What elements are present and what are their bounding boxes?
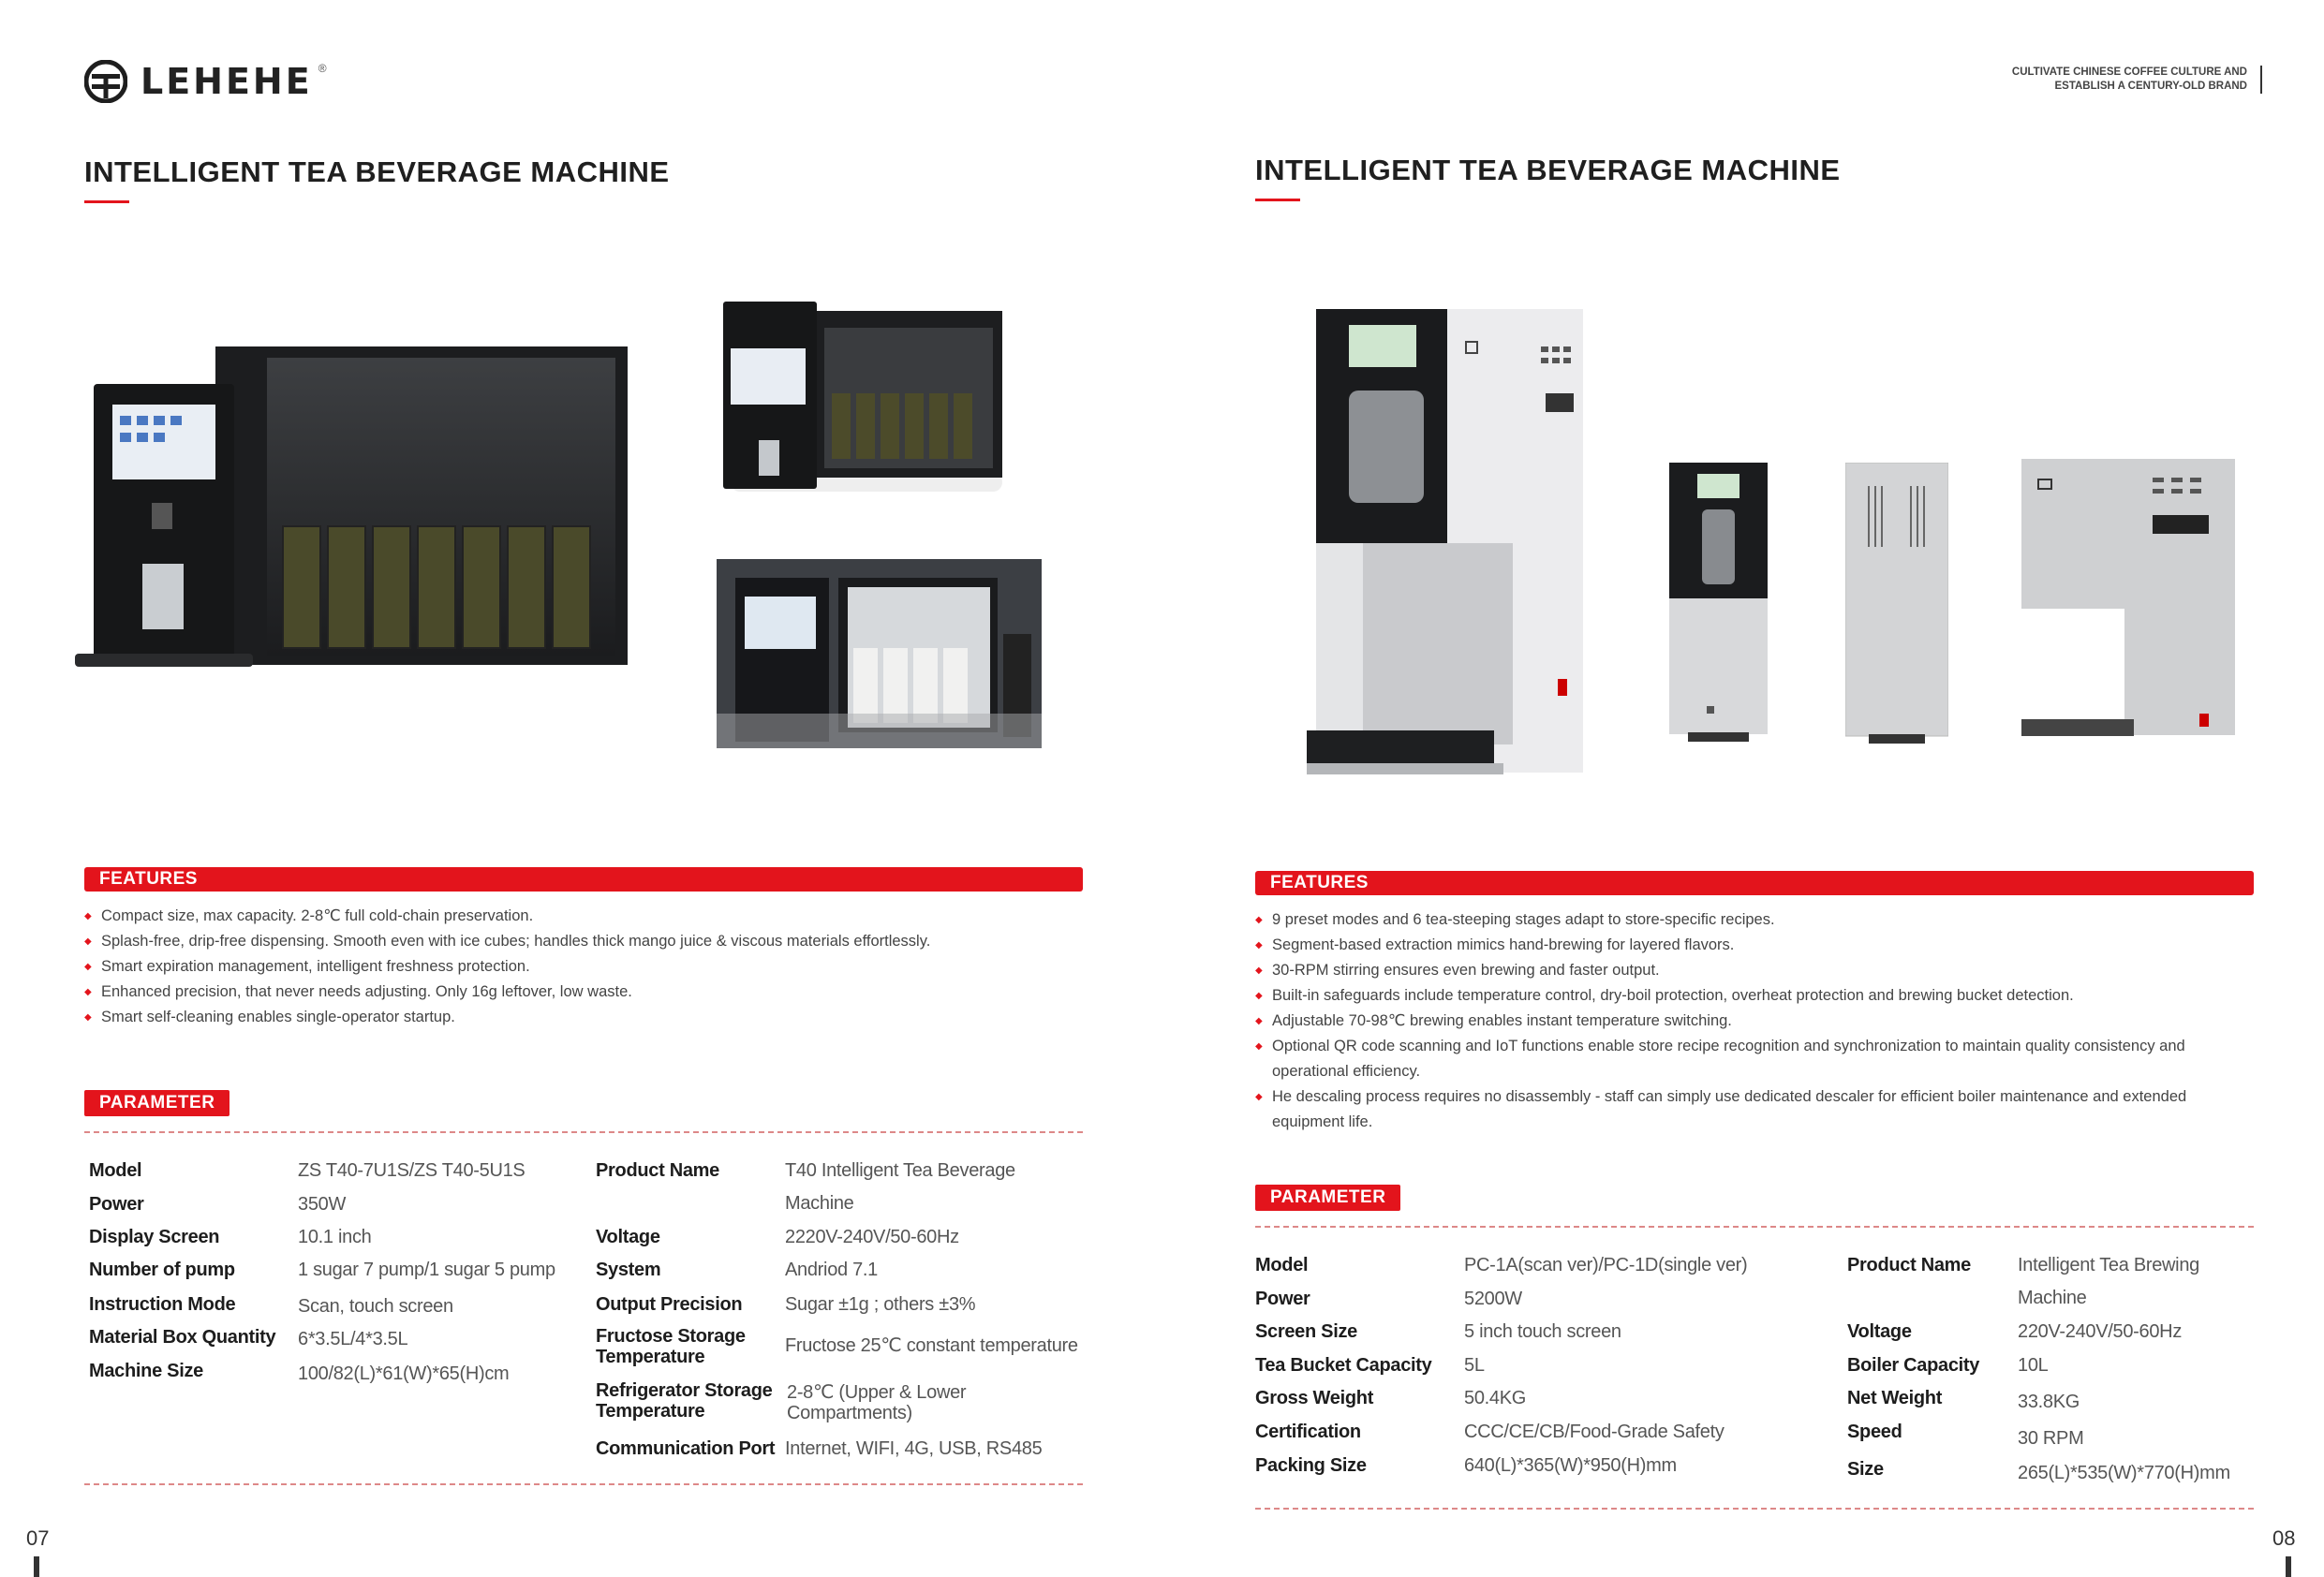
param-key: Product Name	[596, 1160, 719, 1181]
param-value: 2220V-240V/50-60Hz	[785, 1227, 959, 1247]
right-features-header	[1255, 871, 2254, 895]
left-feature-item: ◆ Smart expiration management, intelligent freshness protection.	[84, 954, 1096, 980]
left-param-bottom-divider	[84, 1483, 1083, 1485]
param-key: Number of pump	[89, 1260, 235, 1280]
right-feature-item: ◆ Segment-based extraction mimics hand-brewing for layered flavors.	[1255, 933, 2248, 958]
brand-logo	[84, 60, 327, 103]
param-key: Machine Size	[89, 1361, 203, 1381]
param-value: 30 RPM	[2018, 1428, 2084, 1449]
param-key: Model	[89, 1160, 142, 1181]
param-value: 1 sugar 7 pump/1 sugar 5 pump	[298, 1260, 555, 1280]
param-key: Power	[1255, 1289, 1310, 1309]
brewing-machine-back-image	[1845, 463, 1948, 744]
param-key: Voltage	[596, 1227, 660, 1247]
brewing-machine-back-illustration	[1845, 463, 1948, 744]
brewing-machine-front-image	[1307, 304, 1592, 791]
param-key: Speed	[1847, 1422, 1902, 1442]
param-value: 6*3.5L/4*3.5L	[298, 1329, 408, 1349]
right-param-bottom-divider	[1255, 1508, 2254, 1510]
param-key: Instruction Mode	[89, 1294, 236, 1315]
param-value: 220V-240V/50-60Hz	[2018, 1321, 2183, 1342]
param-value: Internet, WIFI, 4G, USB, RS485	[785, 1438, 1043, 1459]
param-key: Material Box Quantity	[89, 1327, 276, 1348]
left-features-label: FEATURES	[99, 869, 198, 889]
tea-machine-large-image	[75, 339, 646, 695]
param-key: Packing Size	[1255, 1455, 1367, 1476]
param-key: Model	[1255, 1255, 1309, 1275]
param-key: Screen Size	[1255, 1321, 1357, 1342]
param-key: Output Precision	[596, 1294, 743, 1315]
brewing-machine-side-illustration	[2021, 459, 2235, 749]
param-key: Size	[1847, 1459, 1884, 1480]
param-value: 350W	[298, 1194, 347, 1215]
tea-machine-side-image	[703, 300, 1012, 506]
tea-machine-large-illustration	[75, 339, 646, 695]
param-value: Scan, touch screen	[298, 1296, 453, 1317]
param-value: 5200W	[1464, 1289, 1522, 1309]
param-key: Boiler Capacity	[1847, 1355, 1980, 1376]
left-page-marker	[34, 1556, 39, 1577]
param-value: ZS T40-7U1S/ZS T40-5U1S	[298, 1160, 525, 1181]
param-value: 640(L)*365(W)*950(H)mm	[1464, 1455, 1677, 1476]
right-page-number: 08	[2272, 1526, 2296, 1550]
param-value: 5 inch touch screen	[1464, 1321, 1621, 1342]
right-feature-item: ◆ He descaling process requires no disassembly - staff can simply use dedicated descaler for efficient boiler maintenance and extended equipment life.	[1255, 1084, 2248, 1135]
left-title-underline	[84, 200, 129, 203]
param-value: 10.1 inch	[298, 1227, 372, 1247]
left-feature-item: ◆ Splash-free, drip-free dispensing. Smooth even with ice cubes; handles thick mango juice & viscous materials effortlessly.	[84, 929, 1096, 954]
param-value: 100/82(L)*61(W)*65(H)cm	[298, 1363, 510, 1384]
left-features-list	[84, 904, 1096, 1030]
slogan-line-2: ESTABLISH A CENTURY-OLD BRAND	[2054, 81, 2247, 92]
brewing-machine-front-small-image	[1669, 463, 1768, 744]
brand-slogan	[2012, 66, 2262, 94]
param-value: Andriod 7.1	[785, 1260, 878, 1280]
left-parameter-label: PARAMETER	[84, 1090, 229, 1116]
param-value: T40 Intelligent Tea Beverage Machine	[785, 1160, 1015, 1214]
param-value: PC-1A(scan ver)/PC-1D(single ver)	[1464, 1255, 1748, 1275]
left-page-number: 07	[26, 1526, 50, 1550]
param-value: 2-8℃ (Upper & Lower Compartments)	[787, 1382, 967, 1423]
tea-machine-side-illustration	[703, 300, 1012, 506]
param-key: Display Screen	[89, 1227, 220, 1247]
right-parameter-label: PARAMETER	[1255, 1185, 1400, 1211]
param-key: Power	[89, 1194, 144, 1215]
param-key: Certification	[1255, 1422, 1361, 1442]
param-key: Fructose Storage Temperature	[596, 1326, 746, 1367]
slogan-line-1: CULTIVATE CHINESE COFFEE CULTURE AND	[2011, 66, 2247, 78]
param-key: Refrigerator Storage Temperature	[596, 1380, 773, 1422]
param-value: Intelligent Tea Brewing Machine	[2018, 1255, 2199, 1308]
right-feature-item: ◆ Optional QR code scanning and IoT functions enable store recipe recognition and synchronization to maintain quality consistency and operational efficiency.	[1255, 1034, 2248, 1084]
param-value: Sugar ±1g ; others ±3%	[785, 1294, 976, 1315]
param-key: Gross Weight	[1255, 1388, 1374, 1408]
param-key: Net Weight	[1847, 1388, 1943, 1408]
param-key: Tea Bucket Capacity	[1255, 1355, 1432, 1376]
left-feature-item: ◆ Enhanced precision, that never needs adjusting. Only 16g leftover, low waste.	[84, 980, 1096, 1005]
param-value: 265(L)*535(W)*770(H)mm	[2018, 1463, 2230, 1483]
right-feature-item: ◆ Adjustable 70-98℃ brewing enables instant temperature switching.	[1255, 1009, 2248, 1034]
param-key: System	[596, 1260, 661, 1280]
param-key: Product Name	[1847, 1255, 1971, 1275]
left-features-header	[84, 867, 1083, 892]
right-page-title: INTELLIGENT TEA BEVERAGE MACHINE	[1255, 154, 1841, 186]
param-value: 50.4KG	[1464, 1388, 1527, 1408]
right-feature-item: ◆ 30-RPM stirring ensures even brewing and faster output.	[1255, 958, 2248, 983]
left-param-top-divider	[84, 1131, 1083, 1133]
brewing-machine-front-illustration	[1307, 304, 1592, 791]
right-features-label: FEATURES	[1270, 873, 1369, 892]
registered-mark: ®	[318, 62, 327, 75]
lehehe-logo-icon	[84, 60, 127, 103]
param-key: Voltage	[1847, 1321, 1912, 1342]
logo-wordmark: LEHEHE	[141, 61, 313, 102]
right-title-underline	[1255, 199, 1300, 201]
left-feature-item: ◆ Compact size, max capacity. 2-8℃ full cold-chain preservation.	[84, 904, 1096, 929]
param-value: 5L	[1464, 1355, 1485, 1376]
param-key: Communication Port	[596, 1438, 776, 1459]
store-photo-illustration	[717, 559, 1042, 748]
param-value: CCC/CE/CB/Food-Grade Safety	[1464, 1422, 1724, 1442]
right-page-marker	[2286, 1556, 2291, 1577]
left-feature-item: ◆ Smart self-cleaning enables single-operator startup.	[84, 1005, 1096, 1030]
right-feature-item: ◆ 9 preset modes and 6 tea-steeping stages adapt to store-specific recipes.	[1255, 907, 2248, 933]
param-value: 10L	[2018, 1355, 2049, 1376]
right-feature-item: ◆ Built-in safeguards include temperature control, dry-boil protection, overheat protection and brewing bucket detection.	[1255, 983, 2248, 1009]
right-features-list	[1255, 907, 2248, 1135]
right-param-top-divider	[1255, 1226, 2254, 1228]
param-value: 33.8KG	[2018, 1392, 2080, 1412]
tea-machine-store-photo	[717, 559, 1042, 748]
brewing-machine-small-illustration	[1669, 463, 1768, 744]
left-page-title: INTELLIGENT TEA BEVERAGE MACHINE	[84, 155, 670, 188]
param-value: Fructose 25℃ constant temperature	[785, 1335, 1078, 1356]
brewing-machine-side-image	[2021, 459, 2235, 749]
